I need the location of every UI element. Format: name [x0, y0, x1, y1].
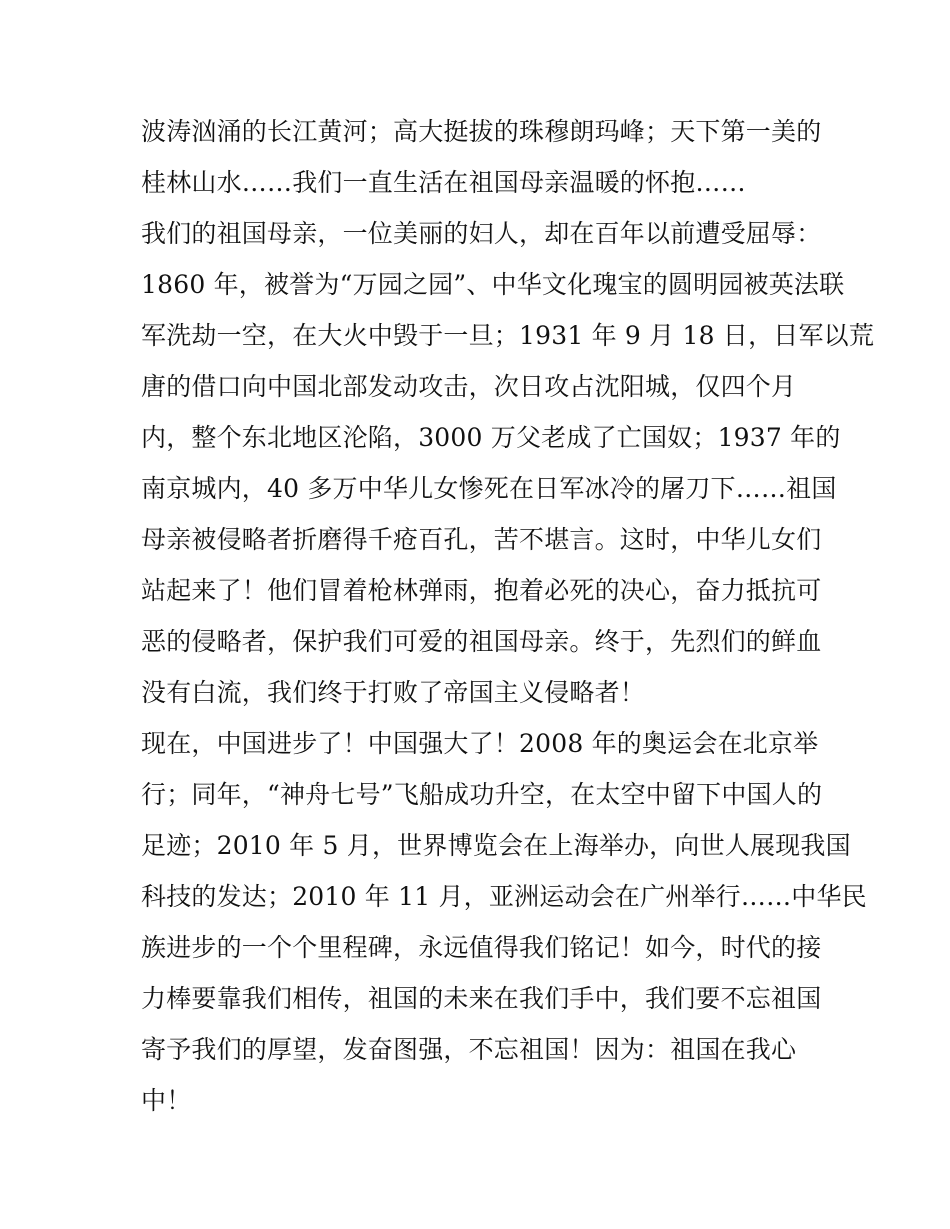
text-line: 我们的祖国母亲，一位美丽的妇人，却在百年以前遭受屈辱：	[141, 219, 822, 248]
text-line: 寄予我们的厚望，发奋图强，不忘祖国！因为：祖国在我心	[141, 1035, 797, 1064]
text-line: 足迹；2010 年 5 月，世界博览会在上海举办，向世人展现我国	[141, 831, 851, 860]
text-line: 力棒要靠我们相传，祖国的未来在我们手中，我们要不忘祖国	[141, 984, 822, 1013]
text-line: 现在，中国进步了！中国强大了！2008 年的奥运会在北京举	[141, 729, 819, 758]
text-line: 南京城内，40 多万中华儿女惨死在日军冰冷的屠刀下……祖国	[141, 474, 837, 503]
text-line: 内，整个东北地区沦陷，3000 万父老成了亡国奴；1937 年的	[141, 423, 841, 452]
text-line: 没有白流，我们终于打败了帝国主义侵略者！	[141, 678, 646, 707]
text-line: 唐的借口向中国北部发动攻击，次日攻占沈阳城，仅四个月	[141, 372, 797, 401]
text-line: 波涛汹涌的长江黄河；高大挺拔的珠穆朗玛峰；天下第一美的	[141, 117, 822, 146]
text-line: 恶的侵略者，保护我们可爱的祖国母亲。终于，先烈们的鲜血	[141, 627, 822, 656]
text-line: 站起来了！他们冒着枪林弹雨，抱着必死的决心，奋力抵抗可	[141, 576, 822, 605]
text-line: 母亲被侵略者折磨得千疮百孔，苦不堪言。这时，中华儿女们	[141, 525, 822, 554]
text-line: 中！	[141, 1086, 192, 1115]
essay-text	[141, 106, 875, 1126]
text-line: 族进步的一个个里程碑，永远值得我们铭记！如今，时代的接	[141, 933, 822, 962]
text-line: 军洗劫一空，在大火中毁于一旦；1931 年 9 月 18 日，日军以荒	[141, 321, 875, 350]
text-line: 科技的发达；2010 年 11 月，亚洲运动会在广州举行……中华民	[141, 882, 867, 911]
text-line: 行；同年，“神舟七号”飞船成功升空，在太空中留下中国人的	[141, 780, 823, 809]
text-line: 桂林山水……我们一直生活在祖国母亲温暖的怀抱……	[141, 168, 746, 197]
text-line: 1860 年，被誉为“万园之园”、中华文化瑰宝的圆明园被英法联	[141, 270, 845, 299]
